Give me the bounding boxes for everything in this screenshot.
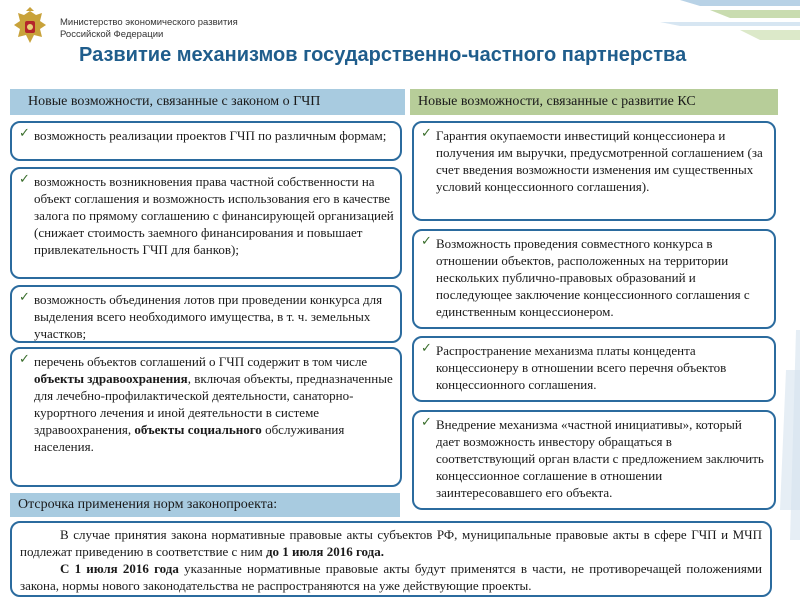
page-title: Развитие механизмов государственно-частного партнерства	[79, 44, 687, 66]
right-item-2	[412, 229, 776, 329]
left-item-4-text-3: обслуживания населения.	[34, 422, 345, 454]
header	[0, 0, 800, 70]
checkmark-icon: ✓	[19, 352, 30, 367]
deferral-p1-text: В случае принятия закона нормативные правовые акты субъектов РФ, муниципальные правовые акты в сфере ГЧП и МЧП подлежат приведению в соответствие с ним	[20, 527, 762, 559]
checkmark-icon: ✓	[19, 290, 30, 305]
left-item-4-text-1: перечень объектов соглашений о ГЧП содержит в том числе	[34, 354, 368, 369]
deferral-p1-date: до 1 июля 2016 года.	[265, 544, 384, 559]
deferral-p2-text: указанные нормативные правовые акты будут применятся в части, не противоречащей положениями закона, нормы нового законодательства не распространяются на уже действующие проекты.	[20, 561, 763, 593]
right-item-1-text: Гарантия окупаемости инвестиций концессионера и получения им выручки, предусмотренной соглашением (за счет введения возможности изменения им существенных условий концессионного соглашения).	[436, 128, 763, 194]
deferral-paragraph-2	[20, 560, 762, 594]
left-item-3-text: возможность объединения лотов при проведении конкурса для выделения всего необходимого имущества, в т. ч. земельных участков;	[34, 292, 383, 341]
left-item-4-bold-2: объекты социального	[134, 422, 262, 437]
left-item-4-bold-1: объекты здравоохранения	[34, 371, 188, 386]
right-item-4	[412, 410, 776, 510]
ministry-name	[60, 17, 260, 41]
left-item-4-text-2: , включая объекты, предназначенные для лечебно-профилактической деятельности, санаторно-курортного лечения и иной деятельности в системе здравоохранения,	[34, 371, 393, 437]
decorative-side-stripes	[766, 330, 800, 540]
left-item-1-text: возможность реализации проектов ГЧП по различным формам;	[34, 128, 387, 143]
checkmark-icon: ✓	[421, 341, 432, 356]
right-item-4-text: Внедрение механизма «частной инициативы», который дает возможность инвестору обращаться в соответствующий орган власти с предложением заключить концессионное соглашение в отношении заинтересовавшего его объекта.	[436, 417, 764, 500]
left-column-heading: Новые возможности, связанные с законом о ГЧП	[10, 89, 405, 115]
left-item-4	[10, 347, 402, 487]
right-item-3-text: Распространение механизма платы концедента концессионеру в отношении всего перечня объектов концессионного соглашения.	[436, 343, 727, 392]
left-item-3	[10, 285, 402, 343]
checkmark-icon: ✓	[421, 415, 432, 430]
checkmark-icon: ✓	[421, 126, 432, 141]
decorative-stripes	[640, 0, 800, 48]
left-item-2	[10, 167, 402, 279]
deferral-p2-date: С 1 июля 2016 года	[60, 561, 179, 576]
checkmark-icon: ✓	[421, 234, 432, 249]
ministry-line-1: Министерство экономического развития	[60, 17, 238, 28]
deferral-paragraph-1	[20, 526, 762, 560]
right-item-1	[412, 121, 776, 221]
right-column-heading: Новые возможности, связанные с развитие КС	[410, 89, 778, 115]
checkmark-icon: ✓	[19, 126, 30, 141]
ministry-line-2: Российской Федерации	[60, 29, 164, 40]
coat-of-arms-icon	[8, 5, 52, 49]
left-item-2-text: возможность возникновения права частной собственности на объект соглашения и возможность использования его в качестве залога по прямому соглашению с финансирующей организацией (снижает стоимость заемного финансирования и повышает привлекательность ГЧП для банков);	[34, 174, 394, 257]
deferral-note	[10, 521, 772, 597]
deferral-heading: Отсрочка применения норм законопроекта:	[10, 493, 400, 517]
right-item-2-text: Возможность проведения совместного конкурса в отношении объектов, расположенных на территории нескольких публично-правовых образований и последующее заключение концессионного соглашения с единственным концессионером.	[436, 236, 750, 319]
left-item-1	[10, 121, 402, 161]
right-item-3	[412, 336, 776, 402]
checkmark-icon: ✓	[19, 172, 30, 187]
